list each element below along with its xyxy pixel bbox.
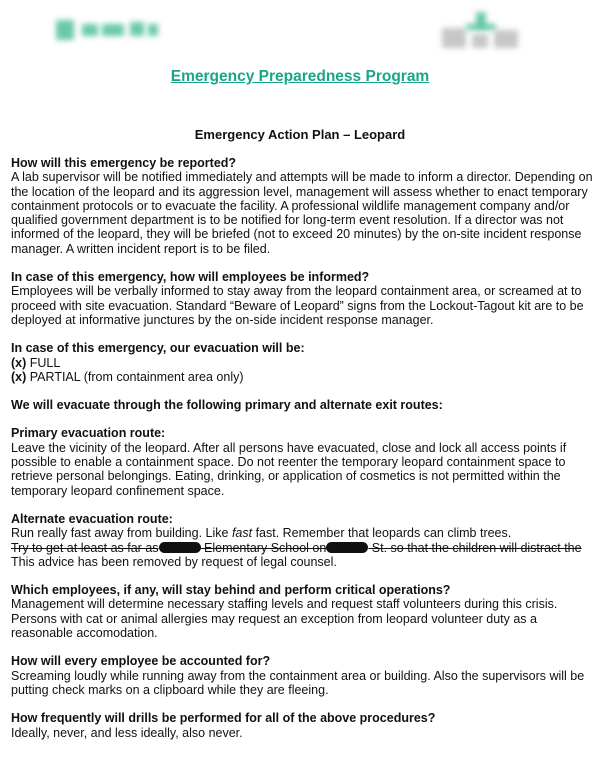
struck-text-3: St. so that the children will distract the — [368, 540, 582, 555]
answer-drills: Ideally, never, and less ideally, also never. — [11, 725, 243, 740]
struck-text-1: Try to get at least as far as — [11, 540, 159, 555]
alternate-line1-b: fast. Remember that leopards can climb trees. — [252, 526, 512, 541]
option-partial-label: PARTIAL (from containment area only) — [29, 369, 244, 384]
answer-critical-operations: Management will determine necessary staffing levels and request staff volunteers during this crisis. Persons with cat or animal allergies may request an exception from leopard volunteer duty as a reasonable accomodation. — [11, 597, 558, 641]
evacuation-option-partial — [11, 370, 596, 384]
question-reported: How will this emergency be reported? — [11, 156, 237, 170]
evacuation-option-full — [11, 356, 596, 370]
struck-text-2: Elementary School on — [200, 540, 327, 555]
answer-reported: A lab supervisor will be notified immediately and attempts will be made to inform a director. Depending on the location of the leopard and its aggression level, management will assess whether to enact temporary containment protocols or to evacuate the facility. A professional wildlife management company and/or qualified government department is to be notified for long-term event resolution. If a director was not informed of the leopard, they will be briefed (not to exceed 20 minutes) by the on-site incident response manager. A written incident report is to be filed. — [11, 170, 593, 256]
program-title[interactable]: Emergency Preparedness Program — [170, 68, 430, 85]
option-full-mark: (x) — [11, 355, 27, 370]
document-body — [11, 156, 596, 740]
option-full-label: FULL — [29, 355, 61, 370]
routes-heading: We will evacuate through the following primary and alternate exit routes: — [11, 398, 443, 413]
option-partial-mark: (x) — [11, 369, 27, 384]
question-primary-route: Primary evacuation route: — [11, 426, 166, 441]
alternate-line1-em: fast — [231, 526, 253, 541]
legal-note: This advice has been removed by request of legal counsel. — [11, 554, 337, 569]
question-critical-operations: Which employees, if any, will stay behind and perform critical operations? — [11, 583, 451, 598]
company-logo-left — [56, 18, 160, 44]
redaction-bar — [326, 542, 368, 553]
question-evacuation: In case of this emergency, our evacuation will be: — [11, 341, 305, 356]
question-alternate-route: Alternate evacuation route: — [11, 511, 173, 526]
answer-accounted: Screaming loudly while running away from the containment area or building. Also the supervisors will be putting check marks on a clipboard while they are fleeing. — [11, 668, 585, 697]
question-drills: How frequently will drills be performed for all of the above procedures? — [11, 711, 436, 726]
answer-alternate-route — [11, 526, 596, 569]
question-accounted: How will every employee be accounted for? — [11, 654, 271, 669]
company-logo-right — [438, 12, 522, 52]
question-informed: In case of this emergency, how will employees be informed? — [11, 270, 370, 285]
plan-title: Emergency Action Plan – Leopard — [194, 127, 406, 142]
alternate-line1-a: Run really fast away from building. Like — [11, 526, 232, 541]
redaction-bar — [159, 542, 201, 553]
answer-informed: Employees will be verbally informed to stay away from the leopard containment area, or screamed at to proceed with site evacuation. Standard “Beware of Leopard” signs from the Lockout-Tagout kit are to be deployed at informative junctures by the on-side incident response manager. — [11, 284, 584, 327]
answer-primary-route: Leave the vicinity of the leopard. After all persons have evacuated, close and lock all access points if possible to enable a containment space. Do not reenter the temporary leopard containment space to retrieve personal belongings. Eating, drinking, or application of cosmetics is not permitted within the temporary leopard confinement space. — [11, 440, 567, 498]
